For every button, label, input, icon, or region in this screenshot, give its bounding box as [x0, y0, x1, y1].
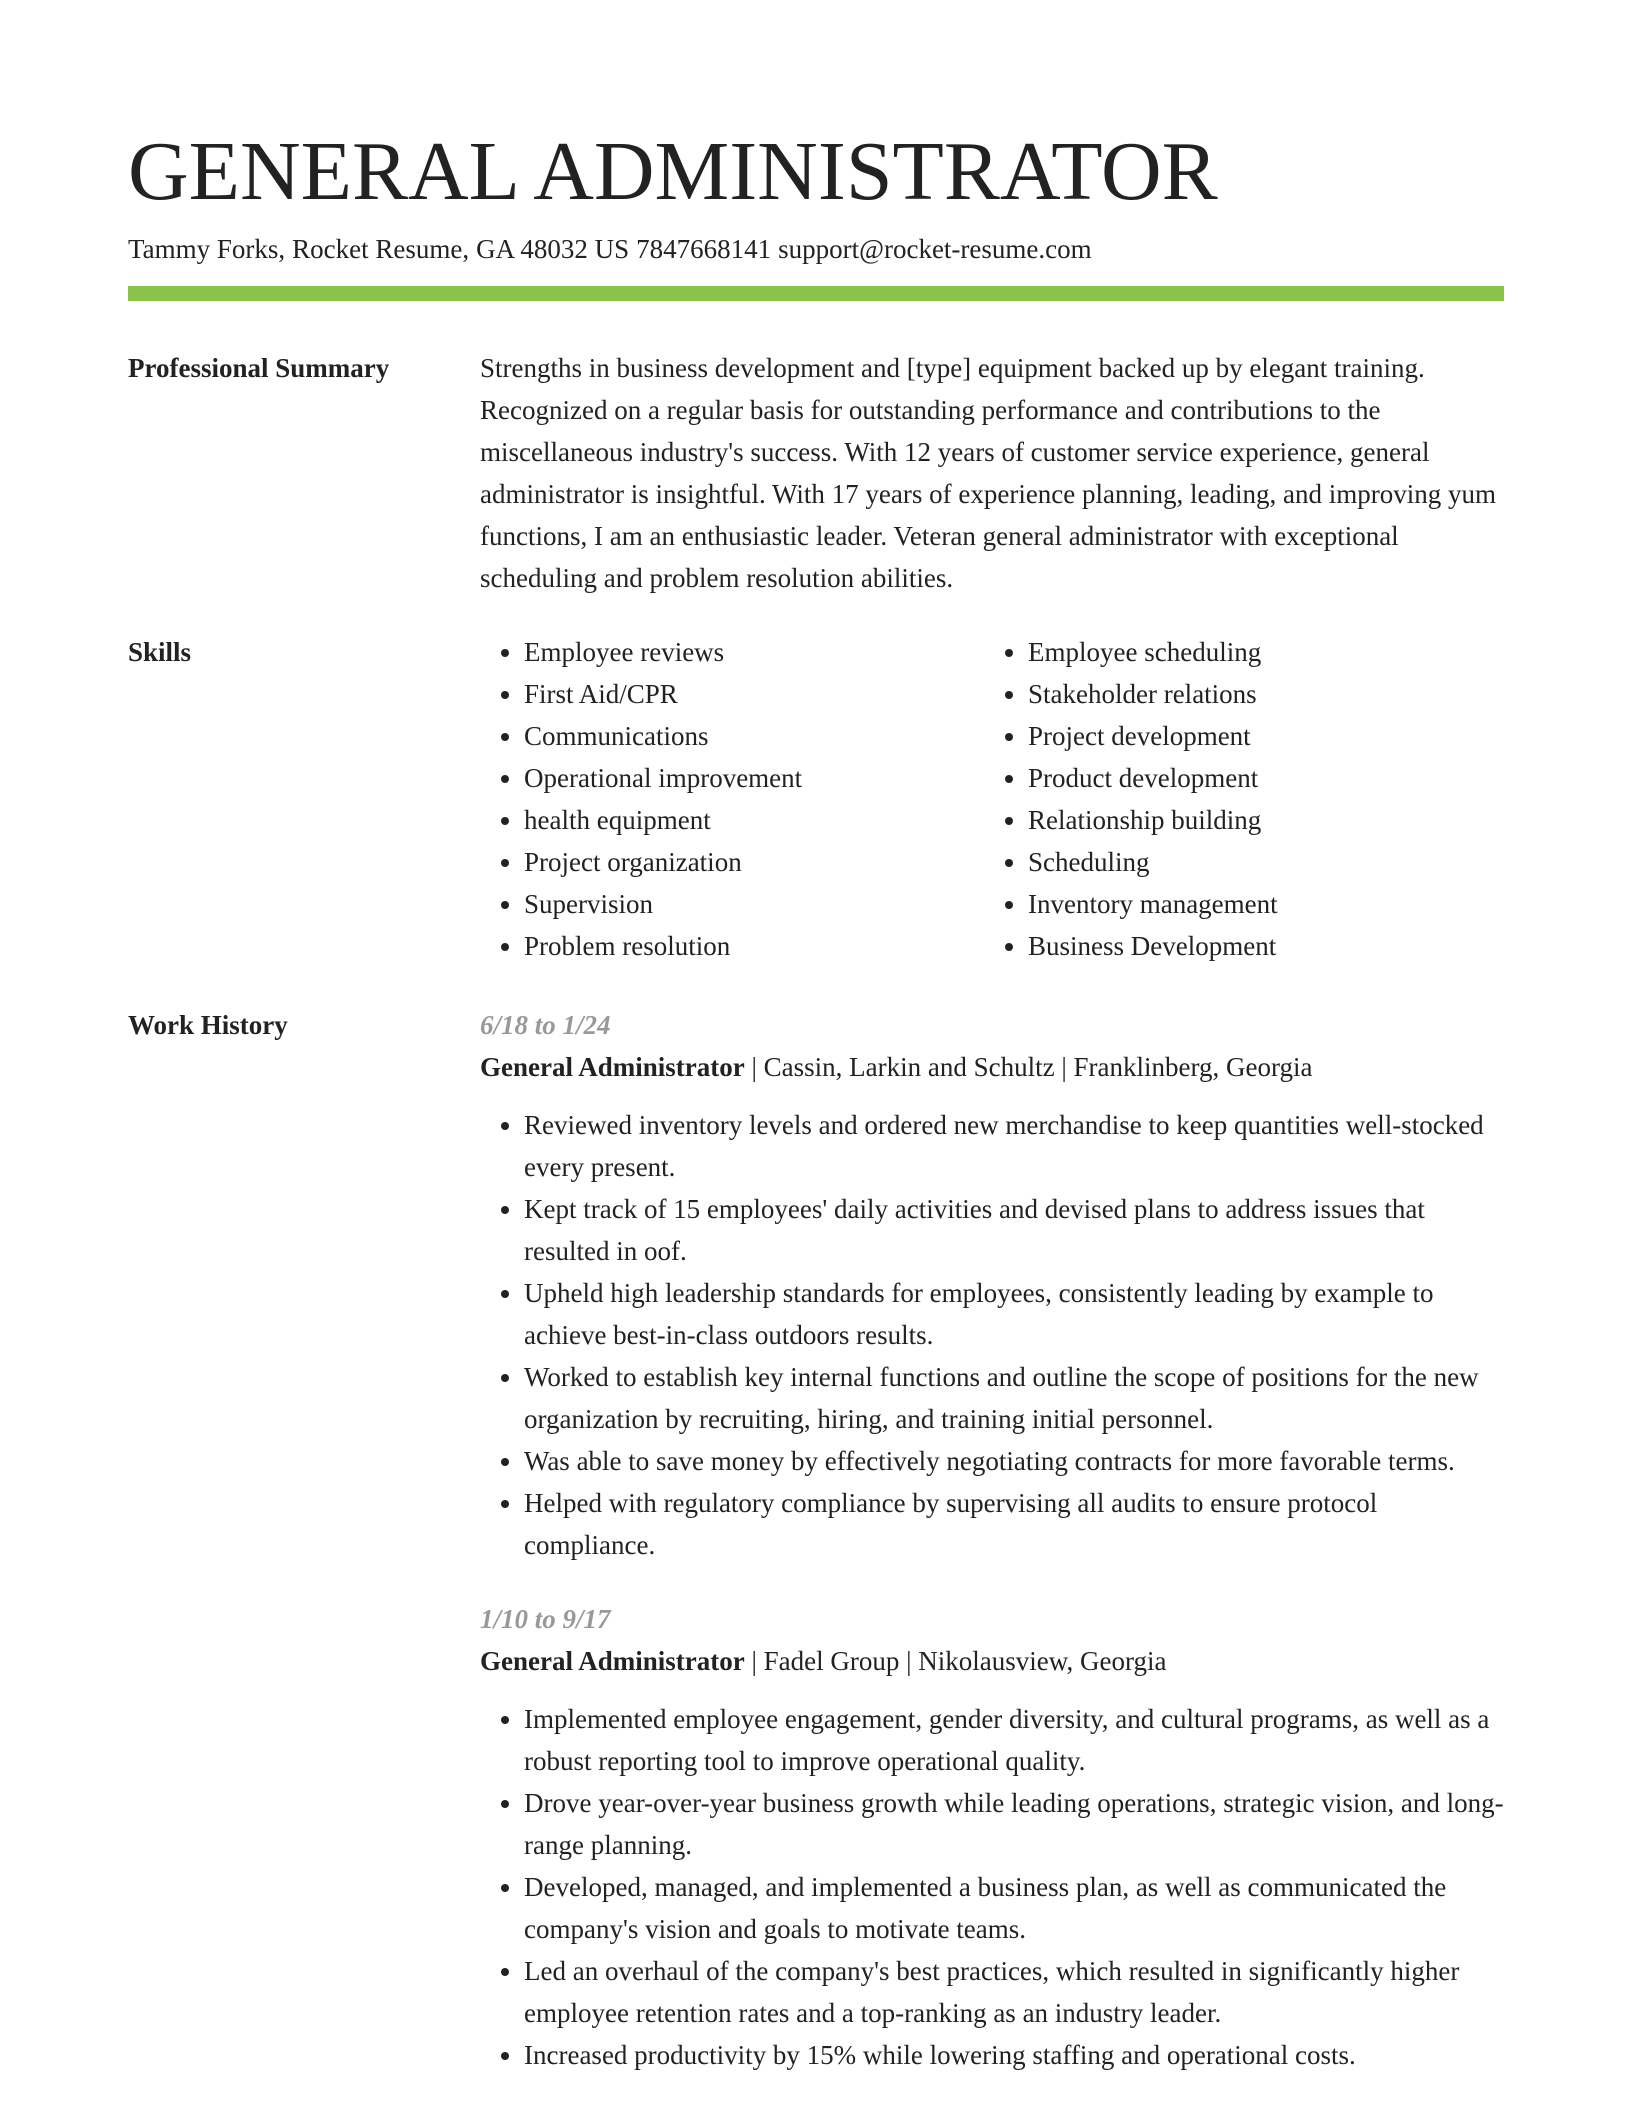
job-dates: 1/10 to 9/17	[480, 1604, 611, 1634]
job-bullet: • Drove year-over-year business growth while leading operations, strategic vision, and long-range planning.	[524, 1782, 1504, 1866]
contact-email: support@rocket-resume.com	[778, 234, 1092, 264]
job-bullet: • Implemented employee engagement, gender diversity, and cultural programs, as well as a robust reporting tool to improve operational quality.	[524, 1698, 1504, 1782]
job-bullet: • Kept track of 15 employees' daily activities and devised plans to address issues that resulted in oof.	[524, 1188, 1504, 1272]
job-employer-location: | Cassin, Larkin and Schultz | Franklinberg, Georgia	[744, 1052, 1313, 1082]
skill-item: • health equipment	[524, 799, 984, 841]
job-bullet: • Reviewed inventory levels and ordered new merchandise to keep quantities well-stocked every present.	[524, 1104, 1504, 1188]
skills-list-right	[984, 631, 1488, 967]
section-label-skills: Skills	[128, 637, 192, 667]
job-employer-location: | Fadel Group | Nikolausview, Georgia	[744, 1646, 1167, 1676]
summary-text: Strengths in business development and [type] equipment backed up by elegant training. Recognized on a regular basis for outstanding performance and contributions to the miscellaneous industry's success. With 12 years of customer service experience, general administrator is insightful. With 17 years of experience planning, leading, and improving yum functions, I am an enthusiastic leader. Veteran general administrator with exceptional scheduling and problem resolution abilities.	[480, 353, 1496, 593]
job-heading	[480, 1640, 1504, 1682]
job-entry	[480, 1004, 1504, 1566]
job-bullet: • Developed, managed, and implemented a business plan, as well as communicated the company's vision and goals to motivate teams.	[524, 1866, 1504, 1950]
skills-list-left	[480, 631, 984, 967]
contact-name: Tammy Forks,	[128, 234, 286, 264]
header-divider	[128, 286, 1504, 301]
skill-item: • Employee reviews	[524, 631, 984, 673]
contact-company: Rocket Resume,	[292, 234, 470, 264]
skill-item: • Scheduling	[1028, 841, 1488, 883]
summary-body	[480, 347, 1504, 599]
job-bullet: • Was able to save money by effectively negotiating contracts for more favorable terms.	[524, 1440, 1504, 1482]
job-entry	[480, 1598, 1504, 2076]
skill-item: • Inventory management	[1028, 883, 1488, 925]
skill-item: • First Aid/CPR	[524, 673, 984, 715]
job-bullet: • Increased productivity by 15% while lowering staffing and operational costs.	[524, 2034, 1504, 2076]
job-bullet: • Worked to establish key internal functions and outline the scope of positions for the new organization by recruiting, hiring, and training initial personnel.	[524, 1356, 1504, 1440]
skill-item: • Communications	[524, 715, 984, 757]
resume-title: GENERAL ADMINISTRATOR	[128, 125, 1218, 218]
skill-item: • Business Development	[1028, 925, 1488, 967]
skill-item: • Project organization	[524, 841, 984, 883]
job-bullet: • Upheld high leadership standards for employees, consistently leading by example to achieve best-in-class outdoors results.	[524, 1272, 1504, 1356]
skill-item: • Relationship building	[1028, 799, 1488, 841]
skill-item: • Product development	[1028, 757, 1488, 799]
job-title: General Administrator	[480, 1646, 745, 1676]
skill-item: • Project development	[1028, 715, 1488, 757]
contact-location: GA 48032 US	[476, 234, 630, 264]
job-heading	[480, 1046, 1504, 1088]
job-bullet: • Helped with regulatory compliance by supervising all audits to ensure protocol compliance.	[524, 1482, 1504, 1566]
contact-line	[128, 229, 1099, 269]
section-label-work-history: Work History	[128, 1010, 288, 1040]
job-title: General Administrator	[480, 1052, 745, 1082]
section-label-summary: Professional Summary	[128, 353, 390, 383]
job-bullets	[480, 1698, 1504, 2076]
job-dates: 6/18 to 1/24	[480, 1010, 611, 1040]
skill-item: • Operational improvement	[524, 757, 984, 799]
job-bullet: • Led an overhaul of the company's best practices, which resulted in significantly higher employee retention rates and a top-ranking as an industry leader.	[524, 1950, 1504, 2034]
skill-item: • Stakeholder relations	[1028, 673, 1488, 715]
jobs-list	[480, 1004, 1504, 2076]
skill-item: • Problem resolution	[524, 925, 984, 967]
contact-phone: 7847668141	[636, 234, 772, 264]
skills-columns	[480, 631, 1504, 967]
job-bullets	[480, 1104, 1504, 1566]
skill-item: • Supervision	[524, 883, 984, 925]
skill-item: • Employee scheduling	[1028, 631, 1488, 673]
